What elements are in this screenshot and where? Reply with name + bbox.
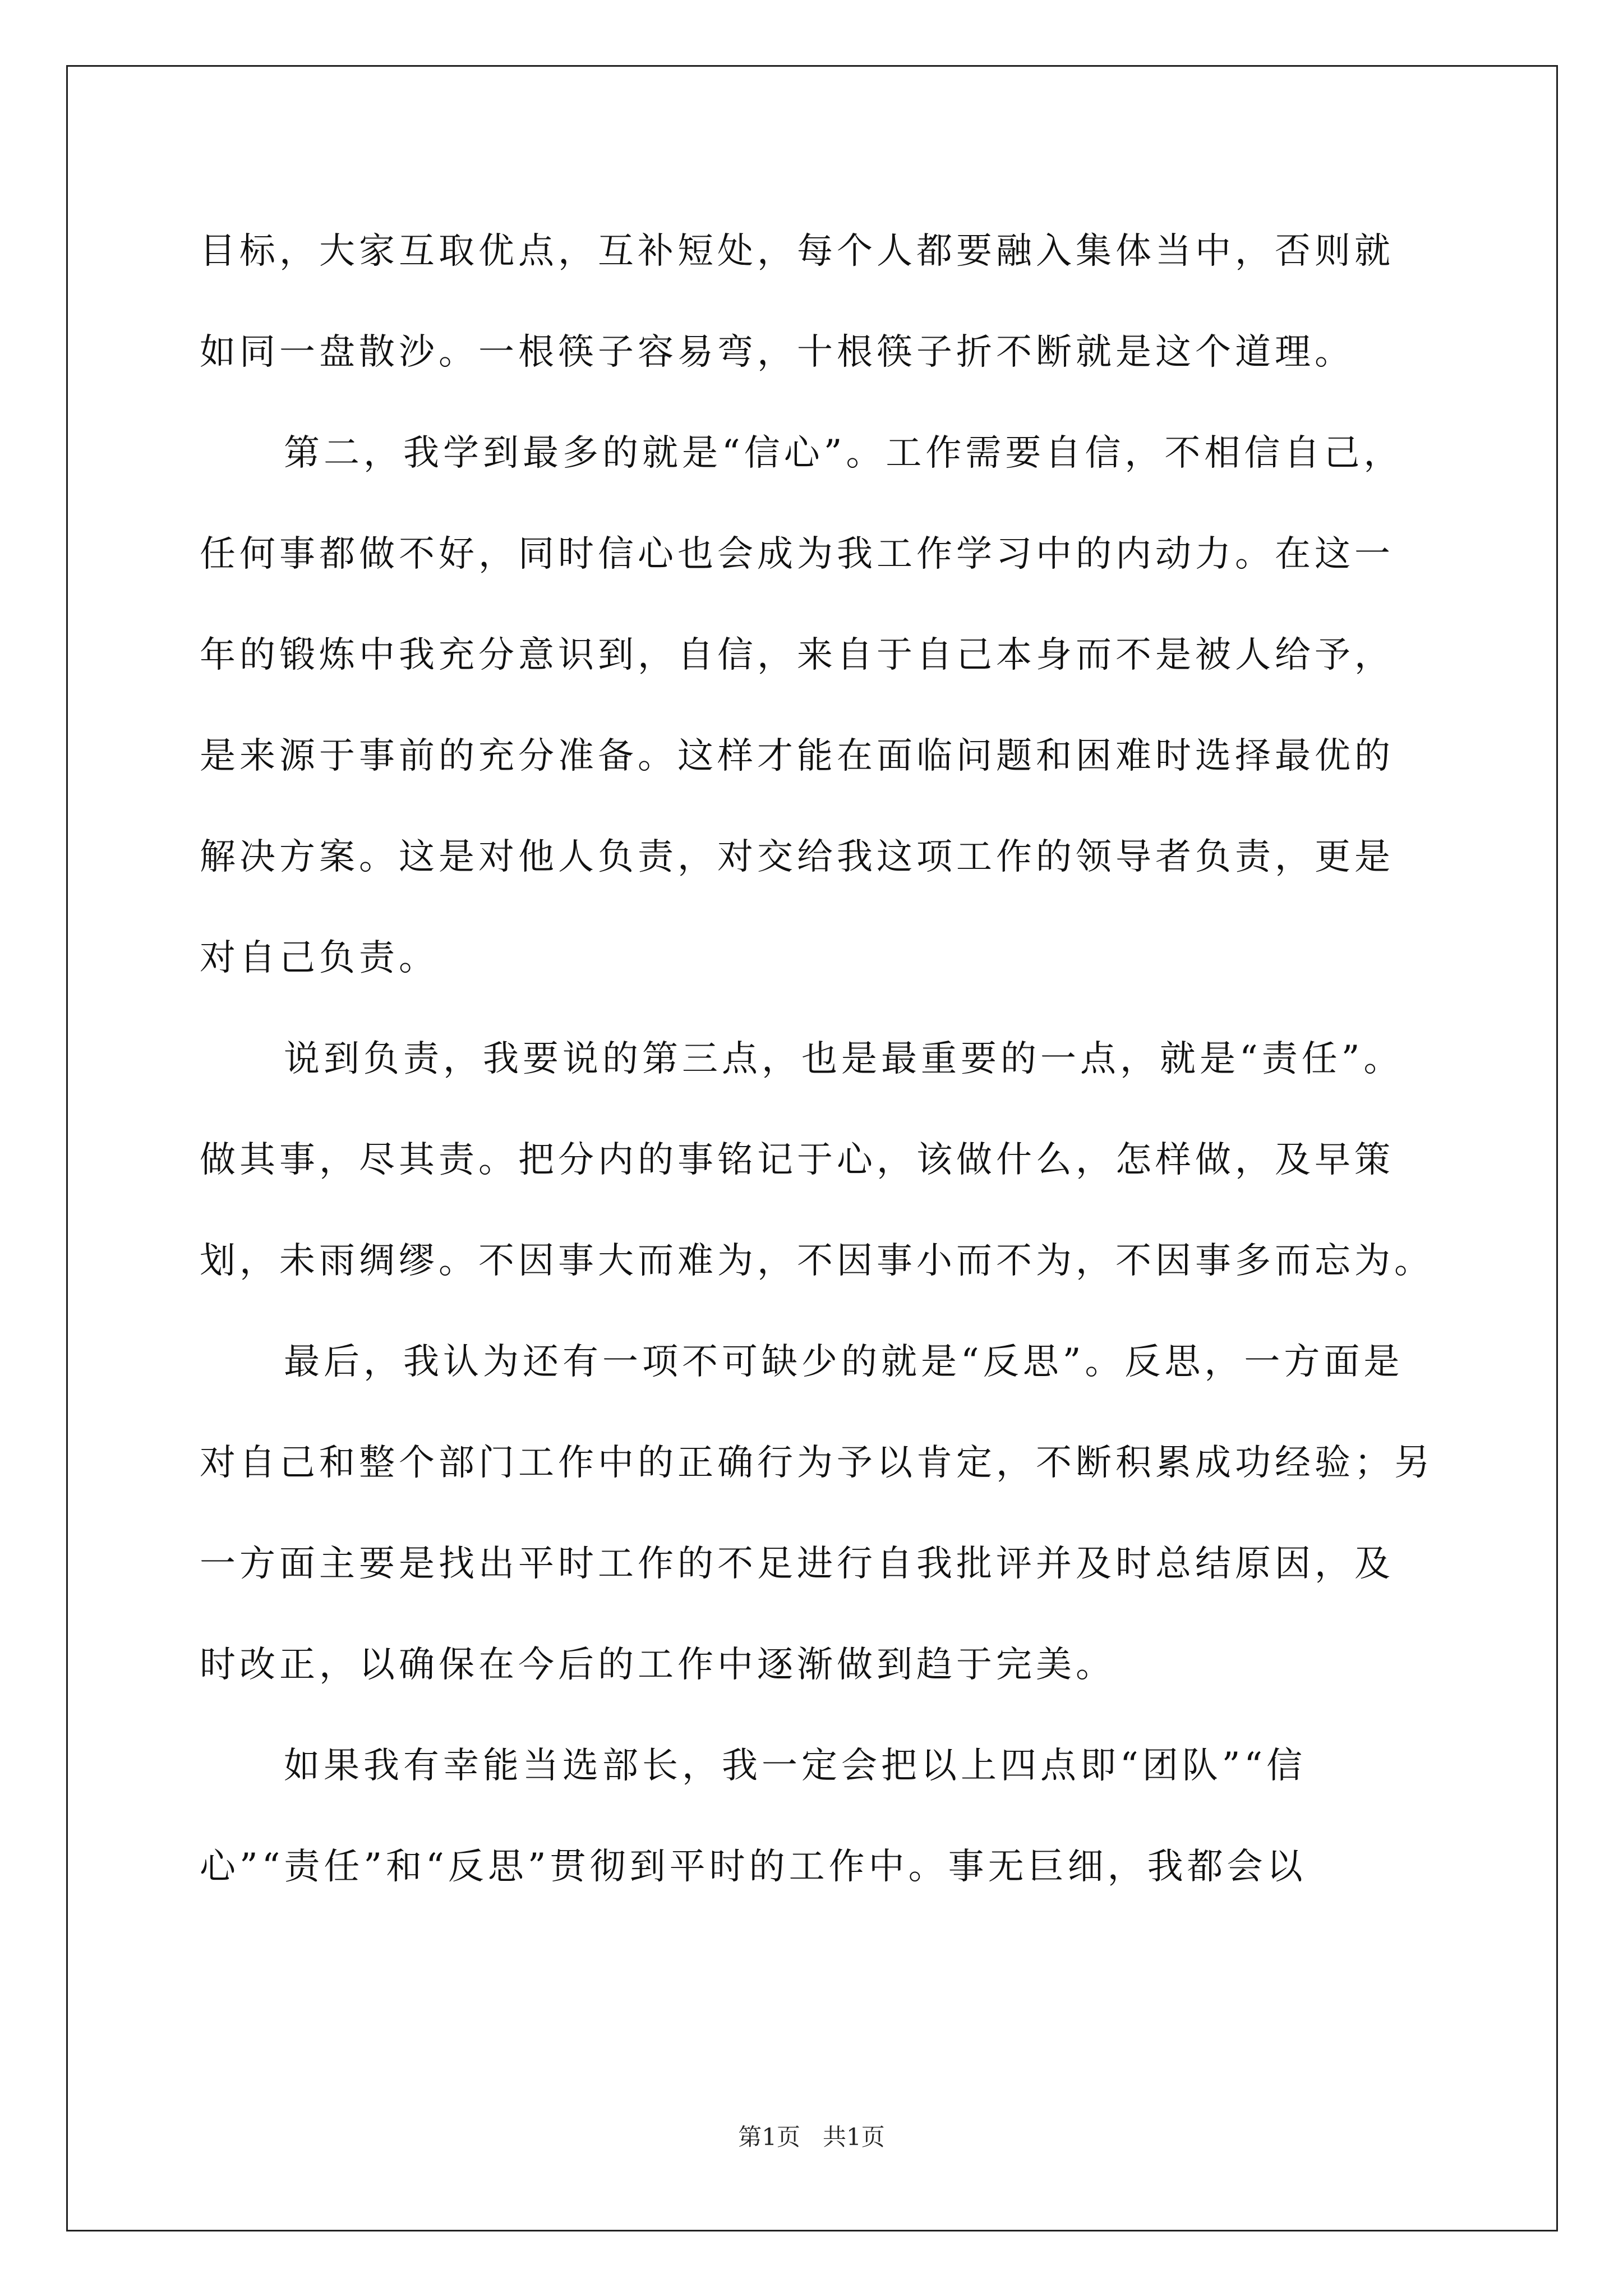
text-line: 时改正，以确保在今后的工作中逐渐做到趋于完美。: [200, 1644, 1115, 1686]
text-line: 做其事，尽其责。把分内的事铭记于心，该做什么，怎样做，及早策: [200, 1139, 1394, 1181]
page-number-footer: 第1页 共1页: [738, 2123, 885, 2151]
text-line: 最后，我认为还有一项不可缺少的就是“反思”。反思，一方面是: [284, 1341, 1404, 1383]
text-line: 说到负责，我要说的第三点，也是最重要的一点，就是“责任”。: [284, 1038, 1404, 1080]
text-line: 对自己负责。: [200, 937, 439, 979]
text-line: 划，未雨绸缪。不因事大而难为，不因事小而不为，不因事多而忘为。: [200, 1240, 1434, 1282]
text-line: 第二，我学到最多的就是“信心”。工作需要自信，不相信自己，: [284, 432, 1404, 474]
text-line: 目标，大家互取优点，互补短处，每个人都要融入集体当中，否则就: [200, 231, 1394, 272]
text-line: 年的锻炼中我充分意识到，自信，来自于自己本身而不是被人给予，: [200, 634, 1394, 676]
text-line: 对自己和整个部门工作中的正确行为予以肯定，不断积累成功经验；另: [200, 1442, 1434, 1484]
text-line: 是来源于事前的充分准备。这样才能在面临问题和困难时选择最优的: [200, 735, 1394, 777]
text-line: 如果我有幸能当选部长，我一定会把以上四点即“团队”“信: [284, 1745, 1307, 1787]
text-line: 解决方案。这是对他人负责，对交给我这项工作的领导者负责，更是: [200, 836, 1394, 878]
text-line: 如同一盘散沙。一根筷子容易弯，十根筷子折不断就是这个道理。: [200, 332, 1354, 373]
text-line: 任何事都做不好，同时信心也会成为我工作学习中的内动力。在这一: [200, 533, 1394, 575]
text-line: 心”“责任”和“反思”贯彻到平时的工作中。事无巨细，我都会以: [200, 1846, 1307, 1888]
text-line: 一方面主要是找出平时工作的不足进行自我批评并及时总结原因，及: [200, 1543, 1394, 1585]
